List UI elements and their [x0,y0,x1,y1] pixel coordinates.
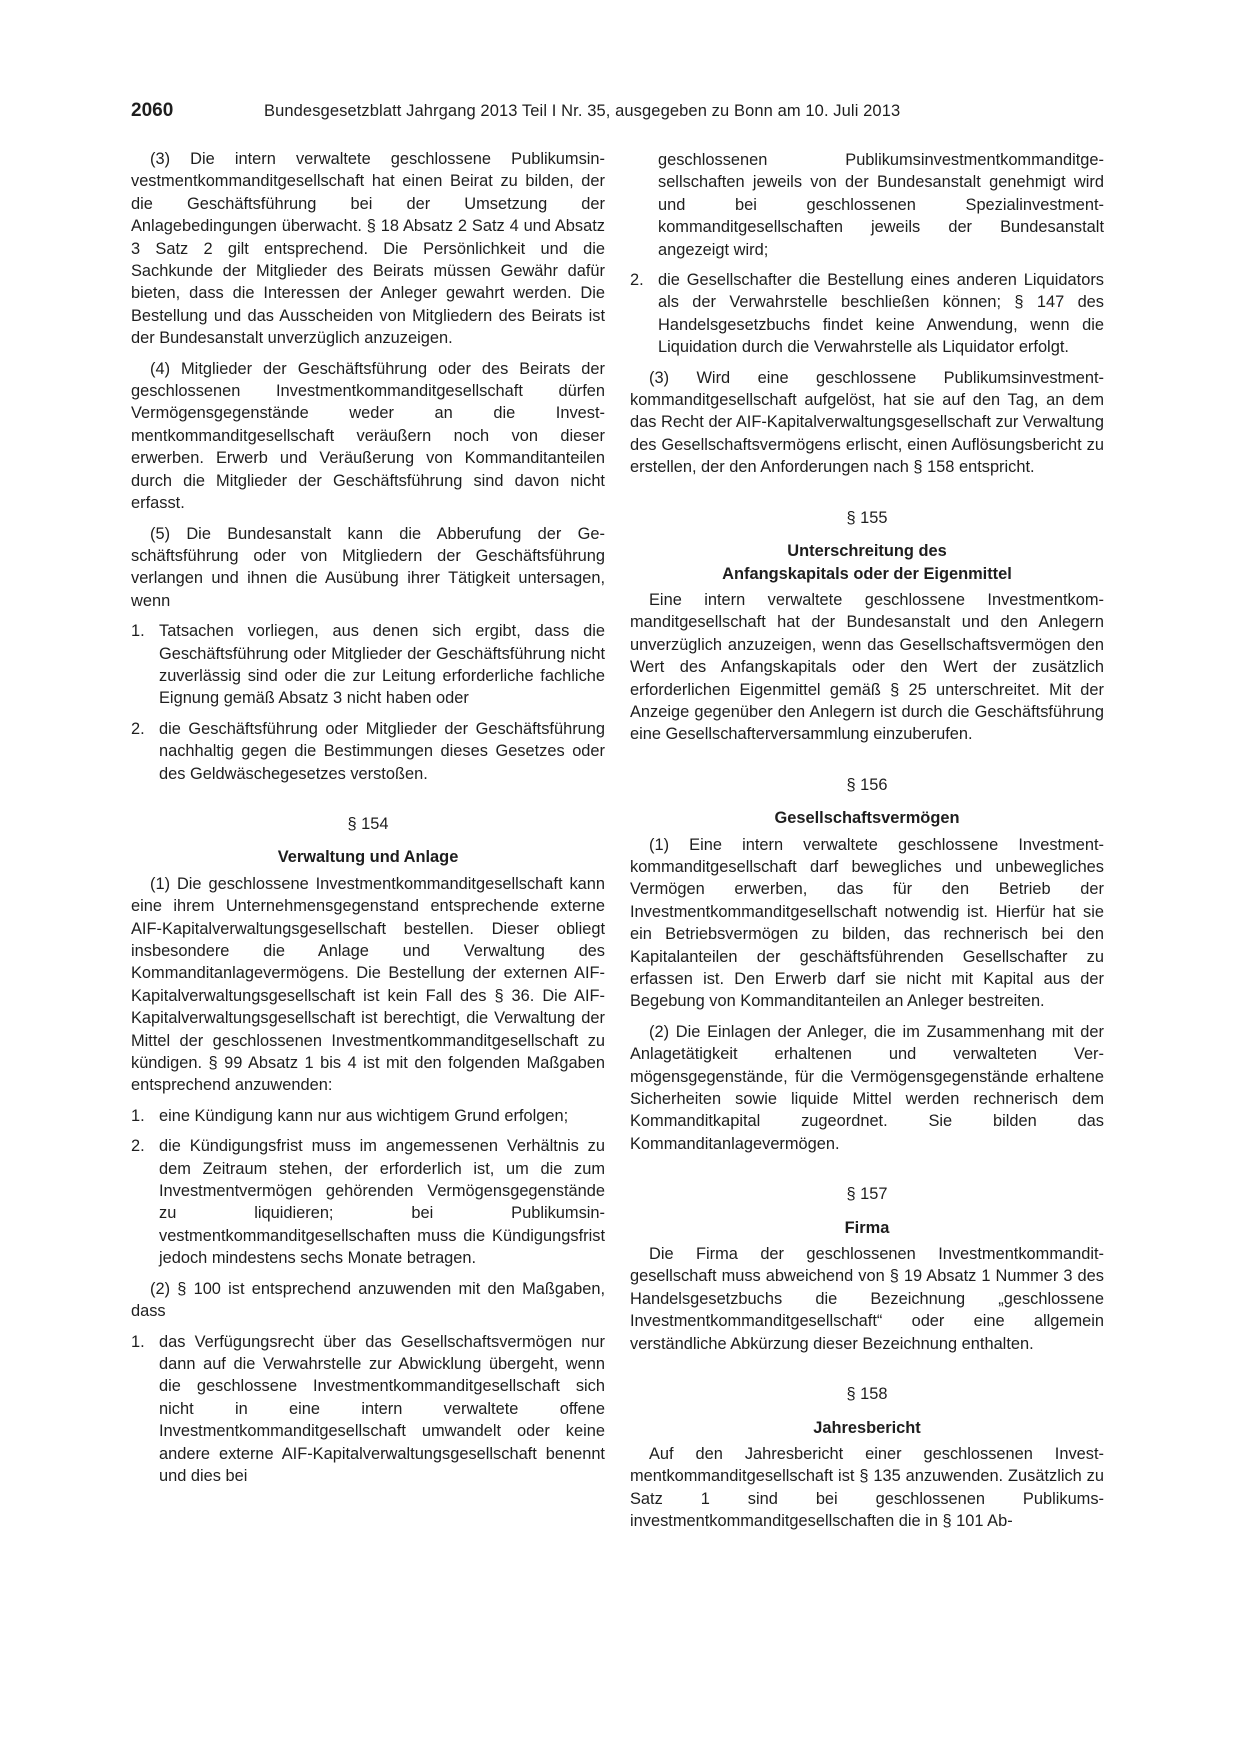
header-title: Bundesgesetzblatt Jahrgang 2013 Teil I Nr. 35, ausgegeben zu Bonn am 10. Juli 2013 [264,102,901,120]
section-title-158: Jahresbericht [813,1418,921,1437]
list-item [131,1331,605,1488]
section-title-155-line1: Unterschreitung des [787,542,947,561]
page-header [131,100,1111,126]
section-number-154: § 154 [347,814,389,833]
list-item-number: 2. [131,1137,145,1156]
list-item-number: 1. [131,1106,145,1125]
section-title-155-line2: Anfangskapitals oder der Eigenmittel [722,564,1012,583]
list-item [630,269,1104,359]
list-item-number: 2. [630,271,644,290]
list-item [131,620,605,710]
section-title-156: Gesellschaftsvermögen [774,809,960,828]
list-item [131,1135,605,1269]
right-column [630,149,1104,1541]
paragraph-156-2: (2) Die Einlagen der Anleger, die im Zusammenhang mit der Anlagetätigkeit erhaltenen und verwalteten Vermögensgegenstände, für die Vermögensgegenstände erhaltene Sicherheiten sowie liquide Mittel werden rechnerisch dem Kommanditkapital zugeordnet. Sie bilden das Kommanditanlagevermögen. [630,1022,1104,1153]
list-item-text: Tatsachen vorliegen, aus denen sich ergibt, dass die Geschäftsführung oder Mitglieder der Geschäftsführung nicht zuverlässig sind oder die zur Leitung erforderliche fachliche Eignung gemäß Absatz 3 nicht haben oder [159,622,605,708]
section-number-158: § 158 [846,1385,888,1404]
section-title-154: Verwaltung und Anlage [277,848,459,867]
section-number-157: § 157 [846,1185,888,1204]
section-title-157: Firma [844,1218,890,1237]
list-item [131,1105,605,1127]
paragraph-154-1: (1) Die geschlossene Investmentkommanditgesellschaft kann eine ihrem Unternehmensgegenstand entsprechende externe AIF-Kapitalverwaltungsgesellschaft bestellen. Dieser obliegt insbesondere die Anlage und Verwaltung des Kommanditanlagevermögens. Die Bestellung der externen AIF-Kapitalverwaltungsgesellschaft ist kein Fall des § 36. Die AIF-Kapitalverwaltungsgesellschaft ist berechtigt, die Verwaltung der Mittel der geschlossenen Investmentkommanditgesellschaft zu kündigen. § 99 Absatz 1 bis 4 ist mit den folgenden Maßgaben entsprechend anzuwenden: [131,874,605,1095]
paragraph-157: Die Firma der geschlossenen Investmentkommanditgesellschaft muss abweichend von § 19 Absatz 1 Nummer 3 des Handelsgesetzbuchs die Bezeichnung „geschlossene Investmentkommanditgesellschaft“ oder eine allgemein verständliche Abkürzung dieser Bezeichnung enthalten. [630,1245,1104,1353]
list-item-text: das Verfügungsrecht über das Gesellschaftsvermögen nur dann auf die Verwahrstelle zur Abwicklung übergeht, wenn die geschlossene Investmentkommanditgesellschaft sich nicht in eine intern verwaltete offene Investmentkommanditgesellschaft umwandelt oder keine andere externe AIF-Kapitalverwaltungsgesellschaft benennt und dies bei [159,1332,605,1485]
paragraph-153-3: (3) Die intern verwaltete geschlossene Publikumsinvestmentkommanditgesellschaft hat einen Beirat zu bilden, der die Geschäftsführung bei der Umsetzung der Anlagebedingungen überwacht. § 18 Absatz 2 Satz 4 und Absatz 3 Satz 2 gilt entsprechend. Die Persönlichkeit und die Sachkunde der Mitglieder des Beirats müssen Gewähr dafür bieten, dass die Interessen der Anleger gewahrt werden. Die Bestellung und das Ausscheiden von Mitgliedern des Beirats ist der Bundesanstalt unverzüglich anzuzeigen. [131,150,605,348]
paragraph-154-3: (3) Wird eine geschlossene Publikumsinvestmentkommanditgesellschaft aufgelöst, hat sie auf den Tag, an dem das Recht der AIF-Kapitalverwaltungsgesellschaft zur Verwaltung des Gesellschaftsvermögens erlischt, einen Auflösungsbericht zu erstellen, der den Anforderungen nach § 158 entspricht. [630,368,1104,477]
list-item [131,718,605,785]
list-item-number: 1. [131,1332,145,1351]
list-item-continuation [630,149,1104,261]
list-item-text: eine Kündigung kann nur aus wichtigem Grund erfolgen; [159,1106,569,1125]
paragraph-153-5: (5) Die Bundesanstalt kann die Abberufung der Geschäftsführung oder von Mitgliedern der Geschäftsführung verlangen und ihnen die Ausübung ihrer Tätigkeit untersagen, wenn [131,524,605,610]
list-item-text: geschlossenen Publikumsinvestmentkommanditgesellschaften jeweils von der Bundesanstalt genehmigt wird und bei geschlossenen Spezialinvestmentkommanditgesellschaften jeweils der Bundesanstalt angezeigt wird; [658,151,1104,259]
section-number-155: § 155 [846,508,888,527]
paragraph-155: Eine intern verwaltete geschlossene Investmentkommanditgesellschaft hat der Bundesanstalt und den Anlegern unverzüglich anzuzeigen, wenn das Gesellschaftsvermögen den Wert des Anfangskapitals oder den Wert der zusätzlich erforderlichen Eigenmittel gemäß § 25 unterschreitet. Mit der Anzeige gegenüber den Anlegern ist durch die Geschäftsführung eine Gesellschafterversammlung einzuberufen. [630,590,1104,744]
list-item-text: die Gesellschafter die Bestellung eines anderen Liquidators als der Verwahrstelle beschließen können; § 147 des Handelsgesetzbuchs findet keine Anwendung, wenn die Liquidation durch die Verwahrstelle als Liquidator erfolgt. [658,271,1104,357]
page-number: 2060 [131,100,174,121]
paragraph-158: Auf den Jahresbericht einer geschlossenen Investmentkommanditgesellschaft ist § 135 anzuwenden. Zusätzlich zu Satz 1 sind bei geschlossenen Publikumsinvestmentkommanditgesellschaften die in § 101 Ab- [630,1444,1104,1531]
list-item-text: die Geschäftsführung oder Mitglieder der Geschäftsführung nachhaltig gegen die Bestimmungen dieses Gesetzes oder des Geldwäschegesetzes verstoßen. [159,719,605,783]
left-column [131,148,605,1495]
paragraph-154-2: (2) § 100 ist entsprechend anzuwenden mit den Maßgaben, dass [131,1279,605,1321]
paragraph-156-1: (1) Eine intern verwaltete geschlossene Investmentkommanditgesellschaft darf bewegliches und unbewegliches Vermögen erwerben, das für den Betrieb der Investmentkommanditgesellschaft notwendig ist. Hierfür hat sie ein Betriebsvermögen zu bilden, das rechnerisch bei den Kapitalanteilen der geschäftsführenden Gesellschafter zu erfassen ist. Den Erwerb darf sie nicht mit Kapital aus der Begebung von Kommanditanteilen an Anleger bestreiten. [630,835,1104,1011]
list-item-text: die Kündigungsfrist muss im angemessenen Verhältnis zu dem Zeitraum stehen, der erforderlich ist, um die zum Investmentvermögen gehörenden Vermögensgegenstände zu liquidieren; bei Publikumsinvestmentkommanditgesellschaften muss die Kündigungsfrist jedoch mindestens sechs Monate betragen. [159,1137,605,1268]
list-item-number: 2. [131,719,145,738]
list-item-number: 1. [131,622,145,641]
section-number-156: § 156 [846,775,888,794]
paragraph-153-4: (4) Mitglieder der Geschäftsführung oder des Beirats der geschlossenen Investmentkommanditgesellschaft dürfen Vermögensgegenstände weder an die Investmentkommanditgesellschaft veräußern noch von dieser erwerben. Erwerb und Veräußerung von Kommanditanteilen durch die Mitglieder der Geschäftsführung sind davon nicht erfasst. [131,359,605,513]
